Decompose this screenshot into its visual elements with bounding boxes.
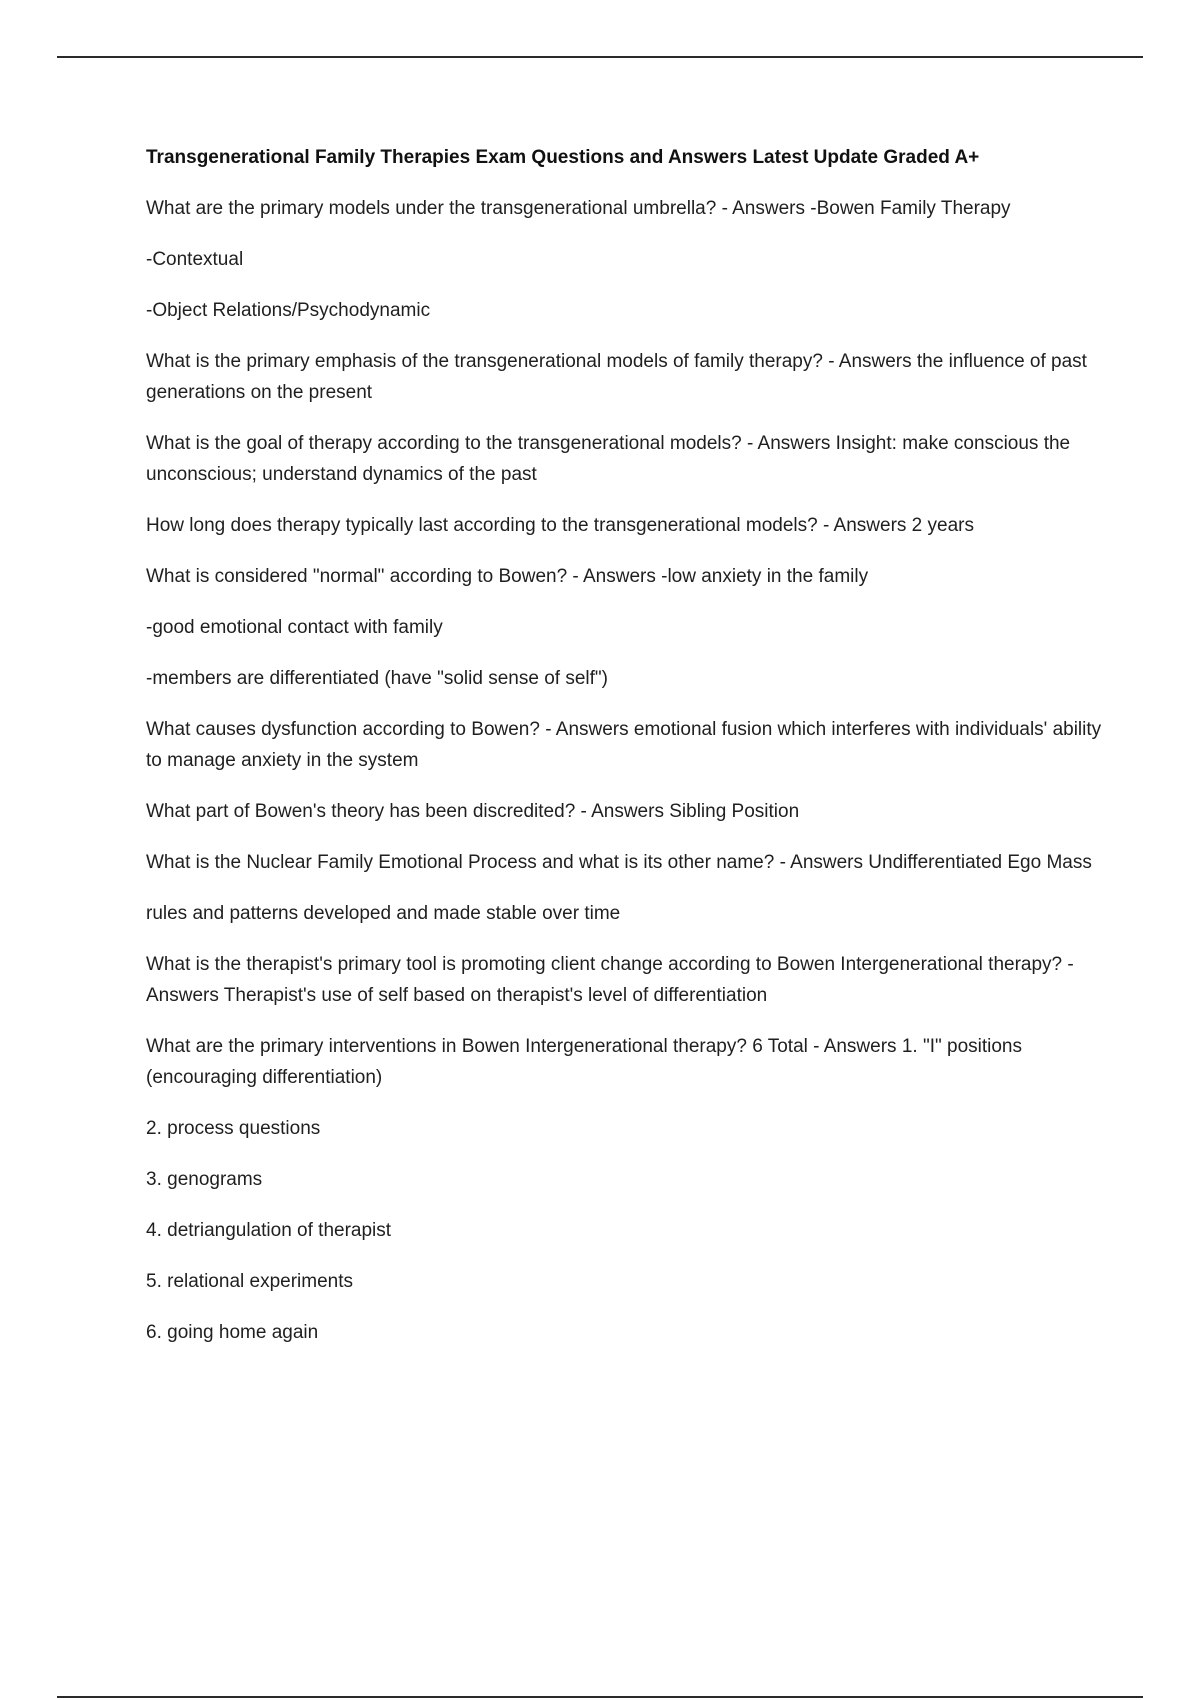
- paragraph: 6. going home again: [146, 1322, 319, 1343]
- paragraph: -Contextual: [146, 249, 244, 270]
- document-body: [146, 143, 1106, 1368]
- header-rule: [57, 56, 1143, 58]
- paragraph: What is the goal of therapy according to the transgenerational models? - Answers Insight: make conscious the unconscious; understand dynamics of the past: [146, 433, 1071, 485]
- footer-rule: [57, 1696, 1143, 1698]
- paragraph: What are the primary models under the transgenerational umbrella? - Answers -Bowen Family Therapy: [146, 198, 1011, 219]
- paragraph: -members are differentiated (have "solid sense of self"): [146, 668, 608, 689]
- paragraph: What is the primary emphasis of the transgenerational models of family therapy? - Answers the influence of past generations on the present: [146, 351, 1087, 403]
- paragraph: What causes dysfunction according to Bowen? - Answers emotional fusion which interferes with individuals' ability to manage anxiety in the system: [146, 719, 1102, 771]
- paragraph: What is the therapist's primary tool is promoting client change according to Bowen Intergenerational therapy? - Answers Therapist's use of self based on therapist's level of differentiation: [146, 954, 1074, 1006]
- paragraph: What part of Bowen's theory has been discredited? - Answers Sibling Position: [146, 801, 800, 822]
- paragraph: -good emotional contact with family: [146, 617, 443, 638]
- paragraph: What is considered "normal" according to Bowen? - Answers -low anxiety in the family: [146, 566, 869, 587]
- paragraph: 2. process questions: [146, 1118, 321, 1139]
- paragraph: What are the primary interventions in Bowen Intergenerational therapy? 6 Total - Answers 1. "I" positions (encouraging differentiation): [146, 1036, 1022, 1088]
- paragraph: How long does therapy typically last according to the transgenerational models? - Answers 2 years: [146, 515, 974, 536]
- paragraph: 5. relational experiments: [146, 1271, 353, 1292]
- document-title: Transgenerational Family Therapies Exam Questions and Answers Latest Update Graded A+: [146, 147, 980, 168]
- paragraph: 4. detriangulation of therapist: [146, 1220, 392, 1241]
- paragraph: What is the Nuclear Family Emotional Process and what is its other name? - Answers Undifferentiated Ego Mass: [146, 852, 1092, 873]
- paragraph: 3. genograms: [146, 1169, 263, 1190]
- paragraph: -Object Relations/Psychodynamic: [146, 300, 431, 321]
- paragraph: rules and patterns developed and made stable over time: [146, 903, 621, 924]
